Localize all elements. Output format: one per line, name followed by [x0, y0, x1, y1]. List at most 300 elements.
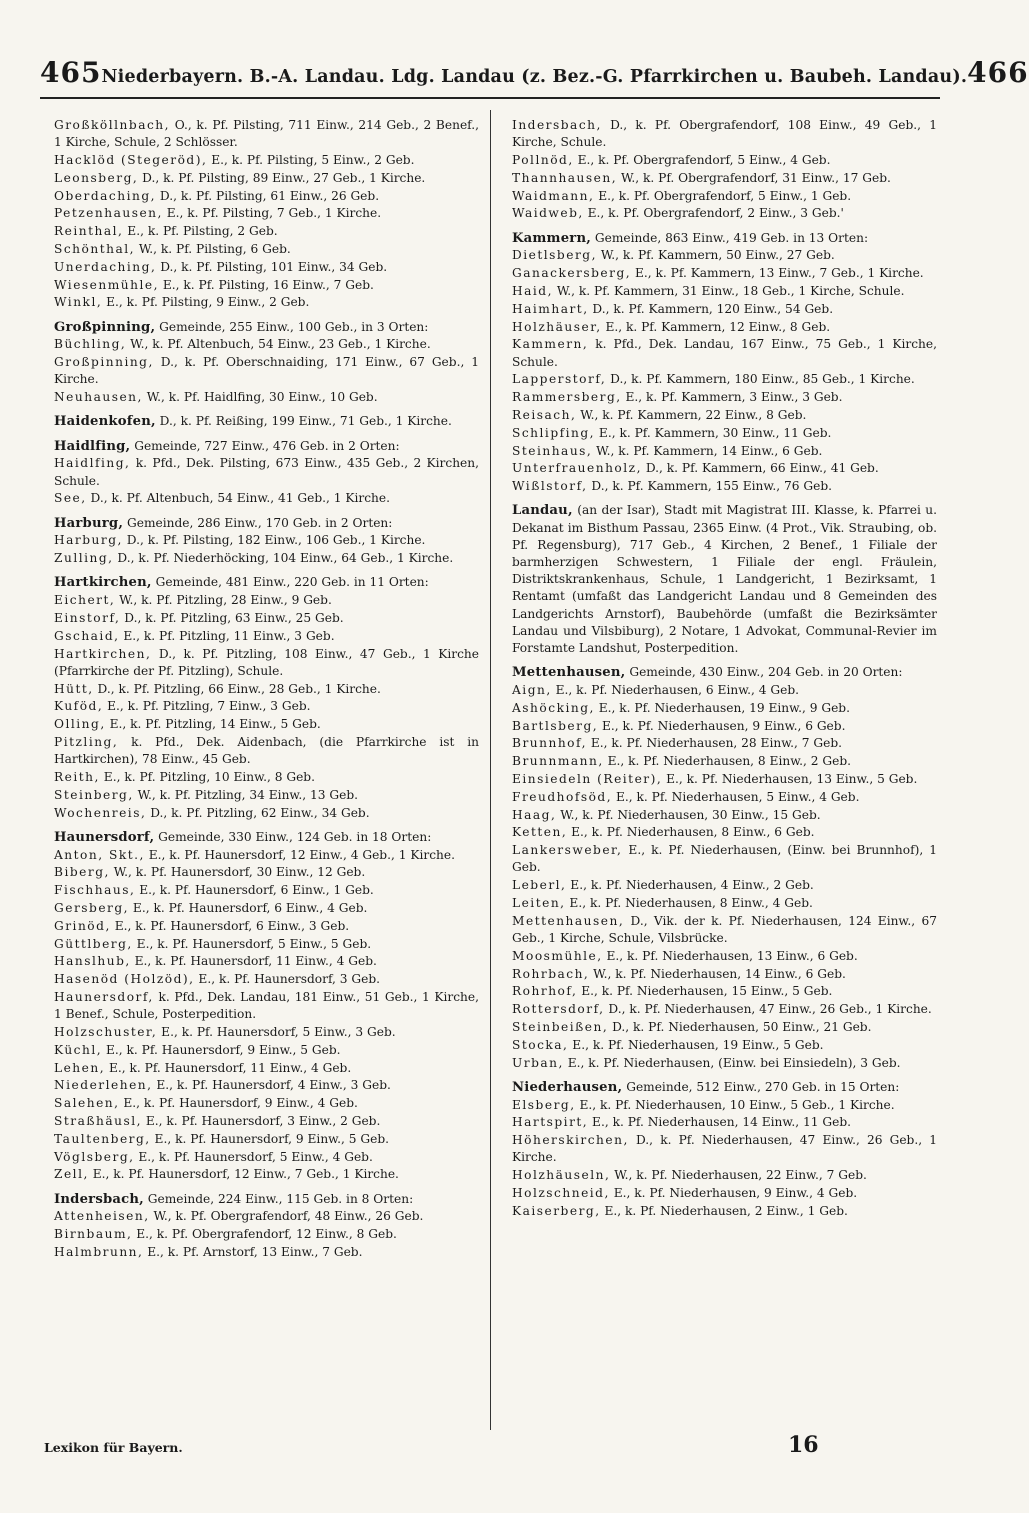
- entry-name: Oberdaching,: [54, 188, 156, 203]
- entry-text: E., k. Pf. Pilsting, 9 Einw., 2 Geb.: [102, 295, 310, 310]
- gazetteer-entry: [44, 1131, 479, 1148]
- entry-text: Gemeinde, 512 Einw., 270 Geb. in 15 Orten:: [622, 1079, 900, 1094]
- left-column: [44, 117, 479, 1262]
- signature-mark: 16: [788, 1432, 819, 1458]
- entry-name: Mettenhausen,: [512, 913, 625, 928]
- gazetteer-entry: [44, 805, 479, 822]
- entry-text: E., k. Pf. Pilsting, 2 Geb.: [123, 224, 278, 239]
- entry-name: Dietlsberg,: [512, 248, 597, 263]
- entry-text: E., k. Pf. Haunersdorf, 6 Einw., 4 Geb.: [129, 900, 368, 915]
- gazetteer-entry: [44, 188, 479, 205]
- entry-name: Holzhäuser,: [512, 319, 602, 334]
- entry-name: Fischhaus,: [54, 883, 136, 898]
- entry-text: W., k. Pf. Kammern, 22 Einw., 8 Geb.: [576, 407, 807, 422]
- entry-name: Taultenberg,: [54, 1131, 151, 1146]
- entry-name: Ganackersberg,: [512, 266, 632, 281]
- gazetteer-entry: [44, 336, 479, 353]
- entry-text: W., k. Pf. Obergrafendorf, 31 Einw., 17 Geb.: [617, 170, 891, 185]
- gazetteer-entry: [502, 301, 937, 318]
- gazetteer-entry: [502, 371, 937, 388]
- entry-name: Wiesenmühle,: [54, 277, 159, 292]
- entry-text: D., k. Pf. Kammern, 155 Einw., 76 Geb.: [587, 479, 833, 494]
- entry-name: Biberg,: [54, 865, 110, 880]
- entry-name: Büchling,: [54, 337, 127, 352]
- entry-name: Eichert,: [54, 593, 116, 608]
- gazetteer-entry: [502, 1055, 937, 1072]
- gazetteer-entry: [44, 971, 479, 988]
- entry-name: Lapperstorf,: [512, 372, 607, 387]
- entry-name: Großköllnbach,: [54, 118, 171, 132]
- entry-name: Brunnmann,: [512, 754, 604, 769]
- entry-text: E., k. Pf. Niederhausen, 14 Einw., 11 Geb.: [588, 1115, 852, 1130]
- entry-text: W., k. Pf. Obergrafendorf, 48 Einw., 26 Geb.: [149, 1209, 424, 1224]
- entry-name: Zulling,: [54, 551, 114, 566]
- gazetteer-entry: [502, 718, 937, 735]
- entry-name: Freudhofsöd,: [512, 789, 613, 804]
- gazetteer-entry: [502, 1203, 937, 1220]
- entry-name: Rottersdorf,: [512, 1002, 605, 1017]
- gazetteer-entry: [44, 610, 479, 627]
- entry-name: Hartkirchen,: [54, 646, 152, 661]
- footer-title: Lexikon für Bayern.: [44, 1440, 183, 1455]
- entry-text: E., k. Pf. Haunersdorf, 12 Einw., 7 Geb., 1 Kirche.: [88, 1167, 399, 1182]
- gazetteer-entry: [44, 734, 479, 768]
- entry-text: E., k. Pf. Niederhausen, (Einw. bei Einsiedeln), 3 Geb.: [563, 1055, 901, 1070]
- entry-text: E., k. Pf. Pilsting, 7 Geb., 1 Kirche.: [162, 206, 382, 221]
- entry-text: D., k. Pf. Kammern, 66 Einw., 41 Geb.: [641, 461, 879, 476]
- gazetteer-entry: [502, 789, 937, 806]
- entry-text: Gemeinde, 863 Einw., 419 Geb. in 13 Orten:: [591, 230, 869, 245]
- gazetteer-entry: [502, 188, 937, 205]
- entry-name: Ashöcking,: [512, 700, 595, 715]
- entry-name: Höherskirchen,: [512, 1133, 629, 1148]
- entry-name: Hacklöd (Stegeröd),: [54, 153, 208, 167]
- entry-text: k. Pfd., Dek. Landau, 167 Einw., 75 Geb., 1 Kirche, Schule.: [512, 337, 937, 369]
- entry-name: Güttlberg,: [54, 936, 133, 951]
- entry-text: E., k. Pf. Haunersdorf, 11 Einw., 4 Geb.: [130, 954, 377, 969]
- gazetteer-entry: [502, 1114, 937, 1131]
- page-number-left: 465: [40, 56, 102, 89]
- entry-name: Unterfrauenholz,: [512, 461, 642, 476]
- entry-name: Halmbrunn,: [54, 1244, 144, 1259]
- gazetteer-entry: [502, 913, 937, 947]
- entry-name: Petzenhausen,: [54, 206, 163, 221]
- gazetteer-entry: [44, 241, 479, 258]
- entry-text: E., k. Pf. Haunersdorf, 3 Geb.: [194, 972, 381, 987]
- entry-name: Leberl,: [512, 878, 567, 893]
- section-heading: [44, 829, 479, 846]
- entry-text: E., k. Pf. Niederhausen, 9 Einw., 6 Geb.: [598, 718, 846, 733]
- entry-name: Indersbach,: [512, 118, 602, 132]
- entry-text: Gemeinde, 430 Einw., 204 Geb. in 20 Orten:: [625, 665, 903, 680]
- entry-text: k. Pfd., Dek. Landau, 181 Einw., 51 Geb., 1 Kirche, 1 Benef., Schule, Posterpedition.: [54, 989, 479, 1022]
- entry-name: Leiten,: [512, 895, 566, 910]
- entry-name: Hütt,: [54, 681, 94, 696]
- entry-text: E., k. Pf. Pilsting, 16 Einw., 7 Geb.: [158, 277, 374, 292]
- gazetteer-entry: [44, 259, 479, 276]
- entry-name: Haid,: [512, 283, 553, 298]
- page-footer: [44, 1432, 944, 1462]
- gazetteer-entry: [502, 877, 937, 894]
- entry-text: E., k. Pf. Pilsting, 5 Einw., 2 Geb.: [207, 153, 415, 167]
- entry-text: E., k. Pf. Obergrafendorf, 2 Einw., 3 Geb.': [583, 206, 844, 221]
- entry-text: E., k. Pf. Haunersdorf, 11 Einw., 4 Geb.: [105, 1060, 352, 1075]
- entry-text: D., k. Pf. Pilsting, 101 Einw., 34 Geb.: [156, 259, 388, 274]
- entry-text: D., k. Pf. Pitzling, 108 Einw., 47 Geb., 1 Kirche (Pfarrkirche der Pf. Pitzling), Schule.: [54, 646, 479, 678]
- entry-name: Großpinning,: [54, 355, 154, 370]
- entry-text: D., k. Pf. Oberschnaiding, 171 Einw., 67 Geb., 1 Kirche.: [54, 355, 479, 387]
- section-heading: [44, 1191, 479, 1208]
- gazetteer-entry: [502, 1019, 937, 1036]
- gazetteer-entry: [502, 205, 937, 222]
- gazetteer-entry: [502, 735, 937, 752]
- entry-name: Harburg,: [54, 533, 123, 548]
- entry-text: Gemeinde, 286 Einw., 170 Geb. in 2 Orten:: [123, 515, 393, 530]
- entry-text: E., k. Pf. Obergrafendorf, 5 Einw., 1 Geb.: [594, 188, 852, 203]
- gazetteer-entry: [44, 628, 479, 645]
- gazetteer-entry: [44, 490, 479, 507]
- entry-text: E., k. Pf. Haunersdorf, 4 Einw., 3 Geb.: [152, 1078, 391, 1093]
- section-heading: [44, 438, 479, 455]
- entry-name: Pollnöd,: [512, 153, 574, 167]
- entry-name: Rohrhof,: [512, 984, 578, 999]
- entry-name: Schönthal,: [54, 241, 135, 256]
- gazetteer-entry: [44, 681, 479, 698]
- entry-name: Mettenhausen,: [512, 665, 626, 681]
- entry-name: Reith,: [54, 769, 100, 784]
- gazetteer-entry: [44, 389, 479, 406]
- entry-name: Einsiedeln (Reiter),: [512, 771, 663, 786]
- entry-name: Straßhäusl,: [54, 1113, 142, 1128]
- entry-text: E., k. Pf. Kammern, 12 Einw., 8 Geb.: [601, 319, 831, 334]
- section-heading: [44, 574, 479, 591]
- entry-name: Steinbeißen,: [512, 1019, 609, 1034]
- entry-name: Holzhäuseln,: [512, 1168, 611, 1183]
- section-heading: [502, 664, 937, 681]
- entry-text: E., k. Pf. Haunersdorf, 5 Einw., 3 Geb.: [157, 1024, 396, 1039]
- running-head: Niederbayern. B.-A. Landau. Ldg. Landau (z. Bez.-G. Pfarrkirchen u. Baubeh. Landau).: [101, 67, 968, 87]
- gazetteer-entry: [502, 753, 937, 770]
- entry-name: Anton, Skt.,: [54, 847, 145, 862]
- gazetteer-entry: [44, 532, 479, 549]
- entry-name: Holzschneid,: [512, 1185, 610, 1200]
- right-column: [502, 117, 937, 1221]
- entry-text: D., k. Pf. Pitzling, 66 Einw., 28 Geb., 1 Kirche.: [93, 681, 381, 696]
- entry-name: Großpinning,: [54, 319, 156, 335]
- entry-text: E., k. Pf. Haunersdorf, 9 Einw., 5 Geb.: [102, 1042, 341, 1057]
- entry-text: O., k. Pf. Pilsting, 711 Einw., 214 Geb., 2 Benef., 1 Kirche, Schule, 2 Schlösser.: [54, 118, 479, 150]
- entry-text: E., k. Pf. Niederhausen, 6 Einw., 4 Geb.: [551, 682, 800, 697]
- entry-name: Gersberg,: [54, 900, 130, 915]
- entry-name: Küchl,: [54, 1042, 103, 1057]
- entry-text: D., Vik. der k. Pf. Niederhausen, 124 Einw., 67 Geb., 1 Kirche, Schule, Vilsbrücke.: [512, 913, 937, 945]
- gazetteer-entry: [44, 918, 479, 935]
- gazetteer-entry: [44, 1166, 479, 1183]
- gazetteer-entry: [502, 1001, 937, 1018]
- entry-text: D., k. Pf. Pilsting, 61 Einw., 26 Geb.: [156, 188, 380, 203]
- gazetteer-entry: [44, 277, 479, 294]
- entry-name: Waidmann,: [512, 188, 595, 203]
- gazetteer-entry: [44, 1060, 479, 1077]
- entry-text: k. Pfd., Dek. Pilsting, 673 Einw., 435 Geb., 2 Kirchen, Schule.: [54, 456, 479, 488]
- gazetteer-entry: [44, 769, 479, 786]
- gazetteer-entry: [44, 847, 479, 864]
- gazetteer-entry: [502, 170, 937, 187]
- entry-text: D., k. Pf. Kammern, 180 Einw., 85 Geb., 1 Kirche.: [606, 372, 915, 387]
- entry-name: Zell,: [54, 1167, 89, 1182]
- section-heading: [502, 1079, 937, 1096]
- header-rule: [40, 97, 940, 99]
- entry-name: Winkl,: [54, 295, 103, 310]
- entry-name: Haunersdorf,: [54, 989, 154, 1004]
- gazetteer-entry: [44, 152, 479, 169]
- entry-name: Hasenöd (Holzöd),: [54, 972, 195, 987]
- entry-name: Wochenreis,: [54, 805, 147, 820]
- entry-text: E., k. Pf. Niederhausen, 13 Einw., 5 Geb.: [662, 771, 918, 786]
- entry-name: Lehen,: [54, 1060, 106, 1075]
- entry-text: W., k. Pf. Niederhausen, 30 Einw., 15 Geb.: [556, 807, 821, 822]
- gazetteer-entry: [502, 425, 937, 442]
- entry-name: Steinberg,: [54, 787, 134, 802]
- entry-name: Unerdaching,: [54, 259, 157, 274]
- entry-text: E., k. Pf. Niederhausen, 8 Einw., 4 Geb.: [565, 895, 813, 910]
- entry-text: W., k. Pf. Kammern, 50 Einw., 27 Geb.: [596, 248, 835, 263]
- gazetteer-entry: [44, 1042, 479, 1059]
- gazetteer-entry: [44, 550, 479, 567]
- entry-name: Wißlstorf,: [512, 479, 588, 494]
- gazetteer-entry: [44, 205, 479, 222]
- entry-text: E., k. Pf. Obergrafendorf, 5 Einw., 4 Geb.: [573, 153, 831, 167]
- entry-text: E., k. Pf. Niederhausen, 8 Einw., 6 Geb.: [567, 825, 815, 840]
- entry-text: D., k. Pf. Niederhöcking, 104 Einw., 64 Geb., 1 Kirche.: [113, 551, 454, 566]
- entry-text: E., k. Pf. Niederhausen, 15 Einw., 5 Geb.: [577, 984, 833, 999]
- gazetteer-entry: [502, 1167, 937, 1184]
- entry-name: Urban,: [512, 1055, 564, 1070]
- entry-text: E., k. Pf. Niederhausen, (Einw. bei Brunnhof), 1 Geb.: [512, 843, 937, 875]
- entry-text: E., k. Pf. Kammern, 13 Einw., 7 Geb., 1 Kirche.: [631, 266, 924, 281]
- entry-text: D., k. Pf. Altenbuch, 54 Einw., 41 Geb., 1 Kirche.: [86, 491, 390, 506]
- entry-name: See,: [54, 491, 87, 506]
- gazetteer-entry: [502, 807, 937, 824]
- entry-name: Neuhausen,: [54, 390, 143, 405]
- entry-name: Steinhaus,: [512, 443, 593, 458]
- gazetteer-entry: [502, 948, 937, 965]
- entry-name: Schlipfing,: [512, 425, 596, 440]
- entry-text: D., k. Pf. Pitzling, 62 Einw., 34 Geb.: [146, 805, 370, 820]
- gazetteer-entry: [44, 117, 479, 151]
- gazetteer-entry: [44, 354, 479, 388]
- entry-text: W., k. Pf. Kammern, 31 Einw., 18 Geb., 1 Kirche, Schule.: [552, 283, 905, 298]
- entry-text: E., k. Pf. Niederhausen, 9 Einw., 4 Geb.: [609, 1185, 858, 1200]
- entry-text: E., k. Pf. Niederhausen, 19 Einw., 5 Geb.: [568, 1037, 824, 1052]
- entry-name: Niederhausen,: [512, 1079, 623, 1095]
- entry-name: Landau,: [512, 503, 573, 519]
- entry-name: Hartkirchen,: [54, 575, 152, 591]
- gazetteer-entry: [502, 771, 937, 788]
- entry-name: Reisach,: [512, 407, 577, 422]
- gazetteer-entry: [44, 1208, 479, 1225]
- entry-text: D., k. Pf. Reißing, 199 Einw., 71 Geb., 1 Kirche.: [155, 414, 452, 429]
- entry-text: W., k. Pf. Niederhausen, 14 Einw., 6 Geb.: [589, 966, 846, 981]
- gazetteer-entry: [44, 1226, 479, 1243]
- gazetteer-entry: [44, 787, 479, 804]
- gazetteer-entry: [502, 443, 937, 460]
- gazetteer-entry: [44, 1077, 479, 1094]
- entry-text: W., k. Pf. Altenbuch, 54 Einw., 23 Geb., 1 Kirche.: [126, 337, 431, 352]
- entry-name: Harburg,: [54, 515, 124, 531]
- entry-name: Reinthal,: [54, 224, 124, 239]
- entry-text: D., k. Pf. Niederhausen, 47 Einw., 26 Geb., 1 Kirche.: [512, 1133, 937, 1165]
- entry-text: E., k. Pf. Pitzling, 10 Einw., 8 Geb.: [99, 769, 315, 784]
- entry-text: W., k. Pf. Kammern, 14 Einw., 6 Geb.: [592, 443, 823, 458]
- gazetteer-entry: [502, 1037, 937, 1054]
- entry-name: Waidweb,: [512, 206, 584, 221]
- gazetteer-entry: [502, 1132, 937, 1166]
- entry-name: Niederlehen,: [54, 1078, 153, 1093]
- gazetteer-entry: [44, 1113, 479, 1130]
- gazetteer-entry: [502, 283, 937, 300]
- gazetteer-entry: [502, 117, 937, 151]
- entry-name: Einstorf,: [54, 610, 121, 625]
- entry-text: Gemeinde, 255 Einw., 100 Geb., in 3 Orten:: [155, 319, 429, 334]
- entry-name: Haidlfing,: [54, 438, 131, 454]
- gazetteer-entry: [502, 824, 937, 841]
- entry-name: Vöglsberg,: [54, 1149, 135, 1164]
- entry-text: D., k. Pf. Pilsting, 182 Einw., 106 Geb., 1 Kirche.: [122, 533, 426, 548]
- section-heading: [502, 230, 937, 247]
- entry-name: Ketten,: [512, 825, 568, 840]
- gazetteer-entry: [44, 900, 479, 917]
- entry-name: Bartlsberg,: [512, 718, 599, 733]
- entry-text: Gemeinde, 481 Einw., 220 Geb. in 11 Orten:: [151, 575, 429, 590]
- entry-text: D., k. Pf. Pilsting, 89 Einw., 27 Geb., 1 Kirche.: [138, 170, 426, 185]
- entry-name: Attenheisen,: [54, 1209, 150, 1224]
- entry-text: E., k. Pf. Niederhausen, 4 Einw., 2 Geb.: [566, 878, 814, 893]
- entry-name: Kuföd,: [54, 699, 104, 714]
- entry-text: D., k. Pf. Niederhausen, 47 Einw., 26 Geb., 1 Kirche.: [604, 1002, 932, 1017]
- entry-text: E., k. Pf. Haunersdorf, 5 Einw., 4 Geb.: [134, 1149, 373, 1164]
- entry-name: Hanslhub,: [54, 954, 131, 969]
- entry-text: D., k. Pf. Niederhausen, 50 Einw., 21 Geb.: [608, 1019, 872, 1034]
- entry-text: E., k. Pf. Pitzling, 7 Einw., 3 Geb.: [103, 699, 311, 714]
- section-heading: [502, 502, 937, 657]
- entry-text: E., k. Pf. Niederhausen, 2 Einw., 1 Geb.: [600, 1203, 848, 1218]
- entry-text: k. Pfd., Dek. Aidenbach, (die Pfarrkirche ist in Hartkirchen), 78 Einw., 45 Geb.: [54, 734, 479, 767]
- entry-text: Gemeinde, 330 Einw., 124 Geb. in 18 Orten:: [154, 829, 432, 844]
- entry-text: E., k. Pf. Obergrafendorf, 12 Einw., 8 Geb.: [132, 1227, 397, 1242]
- entry-text: E., k. Pf. Haunersdorf, 6 Einw., 1 Geb.: [135, 883, 374, 898]
- entry-name: Holzschuster,: [54, 1024, 158, 1039]
- entry-text: E., k. Pf. Pitzling, 14 Einw., 5 Geb.: [105, 717, 321, 732]
- entry-name: Gschaid,: [54, 628, 120, 643]
- entry-name: Grinöd,: [54, 918, 111, 933]
- gazetteer-entry: [502, 152, 937, 169]
- entry-text: Gemeinde, 224 Einw., 115 Geb. in 8 Orten:: [143, 1191, 414, 1206]
- gazetteer-entry: [44, 882, 479, 899]
- gazetteer-entry: [44, 864, 479, 881]
- entry-name: Haunersdorf,: [54, 829, 155, 845]
- entry-name: Olling,: [54, 717, 106, 732]
- entry-text: E., k. Pf. Kammern, 3 Einw., 3 Geb.: [621, 390, 843, 405]
- gazetteer-entry: [502, 389, 937, 406]
- entry-name: Lankersweber,: [512, 843, 623, 858]
- entry-text: E., k. Pf. Niederhausen, 19 Einw., 9 Geb.: [594, 700, 850, 715]
- gazetteer-entry: [502, 319, 937, 336]
- gazetteer-entry: [44, 989, 479, 1023]
- section-heading: [44, 413, 479, 430]
- gazetteer-entry: [44, 936, 479, 953]
- gazetteer-entry: [44, 1149, 479, 1166]
- entry-text: E., k. Pf. Niederhausen, 10 Einw., 5 Geb., 1 Kirche.: [575, 1097, 895, 1112]
- entry-name: Kammern,: [512, 337, 589, 352]
- entry-text: W., k. Pf. Pitzling, 28 Einw., 9 Geb.: [115, 593, 332, 608]
- entry-name: Moosmühle,: [512, 948, 603, 963]
- entry-name: Hartspirt,: [512, 1115, 589, 1130]
- entry-name: Stocka,: [512, 1037, 569, 1052]
- gazetteer-entry: [502, 700, 937, 717]
- gazetteer-entry: [502, 1097, 937, 1114]
- entry-text: E., k. Pf. Niederhausen, 8 Einw., 2 Geb.: [603, 754, 852, 769]
- gazetteer-entry: [502, 247, 937, 264]
- entry-name: Aign,: [512, 682, 552, 697]
- gazetteer-entry: [502, 265, 937, 282]
- entry-name: Thannhausen,: [512, 170, 618, 185]
- entry-text: E., k. Pf. Niederhausen, 13 Einw., 6 Geb.: [602, 948, 858, 963]
- gazetteer-entry: [502, 1185, 937, 1202]
- entry-name: Haidlfing,: [54, 456, 131, 471]
- gazetteer-entry: [502, 966, 937, 983]
- gazetteer-entry: [44, 698, 479, 715]
- entry-text: E., k. Pf. Haunersdorf, 3 Einw., 2 Geb.: [141, 1113, 381, 1128]
- entry-text: E., k. Pf. Niederhausen, 5 Einw., 4 Geb.: [612, 789, 860, 804]
- entry-text: W., k. Pf. Pilsting, 6 Geb.: [135, 241, 291, 256]
- gazetteer-entry: [502, 895, 937, 912]
- entry-text: D., k. Pf. Obergrafendorf, 108 Einw., 49 Geb., 1 Kirche, Schule.: [512, 118, 937, 150]
- entry-name: Rammersberg,: [512, 390, 622, 405]
- entry-name: Haidenkofen,: [54, 414, 156, 430]
- entry-name: Salehen,: [54, 1096, 120, 1111]
- entry-text: E., k. Pf. Niederhausen, 28 Einw., 7 Geb.: [586, 736, 843, 751]
- gazetteer-entry: [44, 646, 479, 680]
- gazetteer-entry: [44, 716, 479, 733]
- gazetteer-entry: [44, 1024, 479, 1041]
- gazetteer-entry: [44, 1244, 479, 1261]
- gazetteer-entry: [502, 682, 937, 699]
- entry-text: W., k. Pf. Niederhausen, 22 Einw., 7 Geb.: [610, 1168, 867, 1183]
- entry-text: E., k. Pf. Pitzling, 11 Einw., 3 Geb.: [119, 628, 335, 643]
- gazetteer-entry: [44, 1095, 479, 1112]
- entry-name: Haimhart,: [512, 301, 589, 316]
- entry-name: Kaiserberg,: [512, 1203, 601, 1218]
- entry-name: Elsberg,: [512, 1097, 576, 1112]
- gazetteer-entry: [44, 170, 479, 187]
- entry-text: E., k. Pf. Haunersdorf, 9 Einw., 5 Geb.: [150, 1131, 390, 1146]
- page-header: [40, 56, 1029, 96]
- entry-text: E., k. Pf. Haunersdorf, 9 Einw., 4 Geb.: [119, 1096, 358, 1111]
- gazetteer-entry: [44, 294, 479, 311]
- page-number-right: 466: [967, 56, 1029, 89]
- entry-name: Kammern,: [512, 230, 592, 246]
- gazetteer-entry: [502, 983, 937, 1000]
- entry-text: E., k. Pf. Haunersdorf, 12 Einw., 4 Geb., 1 Kirche.: [144, 847, 455, 862]
- entry-text: E., k. Pf. Haunersdorf, 5 Einw., 5 Geb.: [132, 936, 372, 951]
- gazetteer-entry: [44, 455, 479, 489]
- entry-text: W., k. Pf. Pitzling, 34 Einw., 13 Geb.: [133, 787, 359, 802]
- gazetteer-entry: [44, 223, 479, 240]
- entry-name: Haag,: [512, 807, 557, 822]
- column-divider: [490, 110, 491, 1430]
- entry-text: E., k. Pf. Haunersdorf, 6 Einw., 3 Geb.: [110, 918, 350, 933]
